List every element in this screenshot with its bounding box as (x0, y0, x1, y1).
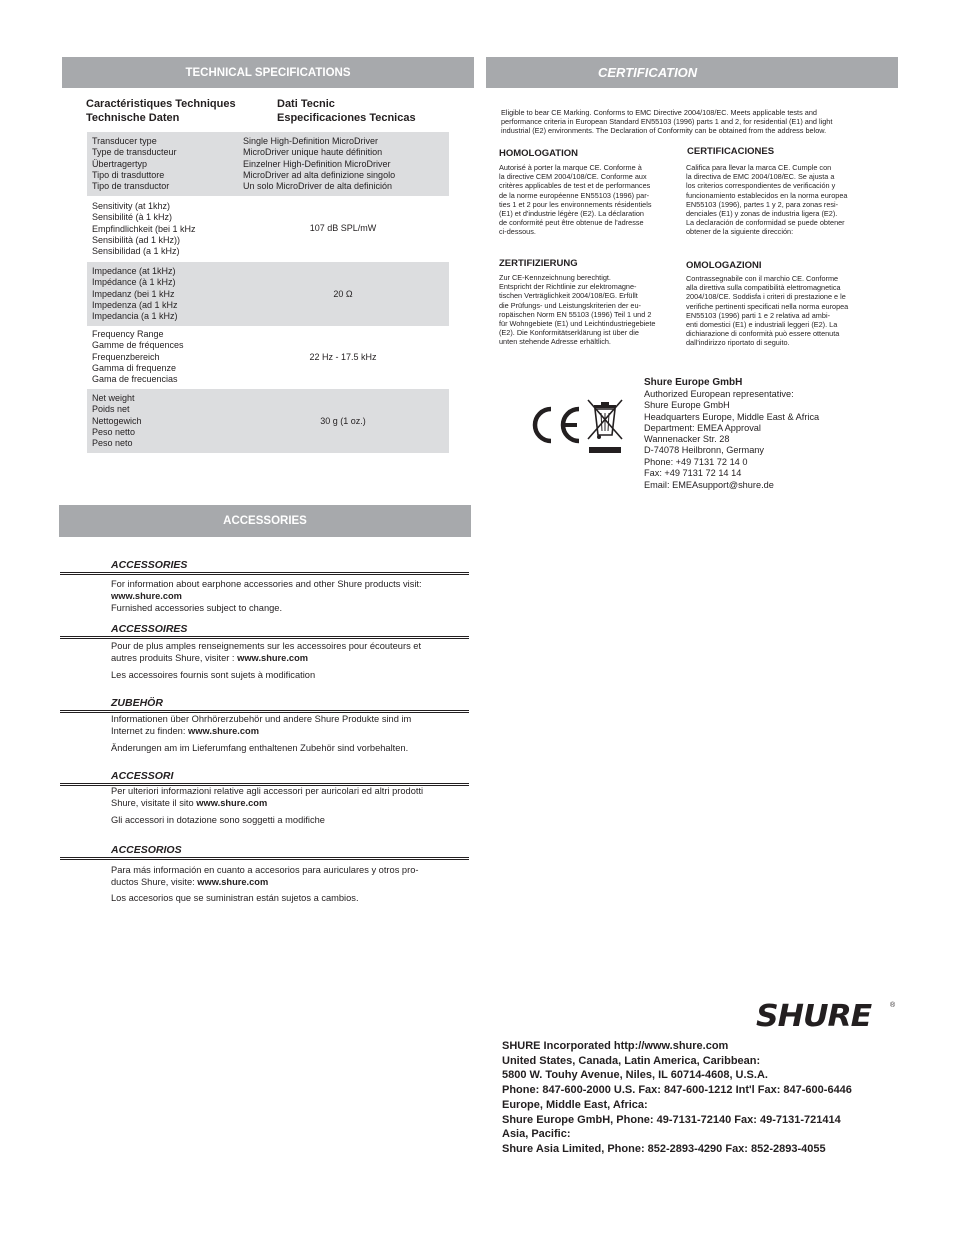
tech-specs-title: TECHNICAL SPECIFICATIONS (185, 66, 351, 79)
spec-row-frequency (87, 326, 449, 389)
spec-row-transducer (87, 132, 449, 196)
acc-section-text-de: Informationen über Ohrhörerzubehör und andere Shure Produkte sind im Internet zu finden: www.shure.com Änderungen am im Lieferumfang enthaltenen Zubehör sind vorbehalten. (111, 714, 412, 753)
acc-section-title-fr: ACCESSOIRES (111, 623, 188, 635)
shure-link[interactable]: www.shure.com (237, 653, 309, 663)
acc-section-title-en: ACCESSORIES (111, 559, 188, 571)
spec-row-impedance (87, 262, 449, 326)
cert-zertifizierung-text: Zur CE-Kennzeichnung berechtigt. Entspricht der Richtlinie zur elektromagne- tischen Verträglichkeit 2004/108/EG. Erfüllt die Prüfungs- und Leistungskriterien der eu- ropäischen Norm EN 55103 (1996) Teil 1 und 2 für Wohngebiete (E1) und Leichtindustriegebiete (E2). Die Konformitätserklärung ist über die unten stehende Adresse erhältlich. (499, 273, 656, 347)
acc-section-text-en: For information about earphone accessories and other Shure products visit: www.shure.com Furnished accessories subject to change. (111, 579, 422, 613)
certification-intro: Eligible to bear CE Marking. Conforms to EMC Directive 2004/108/EC. Meets applicable tests and performance criteria in European Standard EN55103 (1996) parts 1 and 2, for residential (E1) and light industrial (E2) environments. The Declaration of Conformity can be obtained from the address below. (501, 108, 833, 136)
tech-specs-bar (62, 57, 474, 88)
cert-omologazioni-title: OMOLOGAZIONI (686, 260, 762, 271)
acc-section-title-es: ACCESORIOS (111, 844, 182, 856)
spec-labels: Net weight Poids net Nettogewich Peso netto Peso neto (92, 393, 142, 449)
accessories-bar (59, 505, 471, 537)
ce-mark-icon (531, 405, 583, 445)
tech-specs-header-left: Caractéristiques Techniques Technische Daten (86, 98, 236, 124)
acc-section-title-de: ZUBEHÖR (111, 697, 163, 709)
address-title: Shure Europe GmbH (644, 377, 743, 388)
eu-representative-address (644, 376, 819, 492)
accessories-title: ACCESSORIES (223, 515, 307, 527)
cert-certificaciones-title: CERTIFICACIONES (687, 146, 775, 157)
tech-specs-header-right: Dati Tecnic Especificaciones Tecnicas (277, 98, 416, 124)
spec-values: Single High-Definition MicroDriver MicroDriver unique haute définition Einzelner High-Definition MicroDriver MicroDriver ad alta definizione singolo Un solo MicroDriver de alta definición (243, 136, 396, 192)
shure-link[interactable]: www.shure.com (196, 798, 268, 808)
spec-value: 20 Ω (333, 289, 353, 299)
registered-mark: ® (890, 1002, 896, 1009)
acc-section-text-fr: Pour de plus amples renseignements sur les accessoires pour écouteurs et autres produits Shure, visiter : www.shure.com Les accessoires fournis sont sujets à modification (111, 641, 422, 680)
spec-value: 107 dB SPL/mW (309, 223, 377, 233)
acc-divider (60, 572, 469, 575)
spec-value: 22 Hz - 17.5 kHz (309, 352, 377, 362)
certification-bar (486, 57, 898, 88)
cert-zertifizierung (499, 258, 679, 347)
cert-homologation-text: Autorisé à porter la marque CE. Conforme à la directive CEM 2004/108/CE. Conforme aux critères applicables de test et de performances de la norme européenne EN55103 (1996) par- ties 1 et 2 pour les environnements résidentiels (E1) et d'industrie légère (E2). La déclaration de conformité peut être obtenue de l'adresse ci-dessous. (499, 163, 652, 237)
acc-section-title-it: ACCESSORI (111, 770, 174, 782)
cert-certificaciones-text: Califica para llevar la marca CE. Cumple con la directiva de EMC 2004/108/EC. Se ajusta a los criterios correspondientes de verificación y funcionamiento establecidos en la norma europea EN55103 (1996), partes 1 y 2, para zonas resi- denciales (E1) y zonas de industria ligera (E2). La declaración de conformidad se puede obtener obtener de la siguiente dirección: (686, 163, 848, 237)
acc-divider (60, 636, 469, 639)
cert-certificaciones (686, 146, 886, 237)
cert-omologazioni (686, 260, 886, 348)
footer-contact: SHURE Incorporated http://www.shure.com United States, Canada, Latin America, Caribbean: 5800 W. Touhy Avenue, Niles, IL 60714-4608, U.S.A. Phone: 847-600-2000 U.S. Fax: 847-600-1212 Int'l Fax: 847-600-6446 Europe, Middle East, Africa: Shure Europe GmbH, Phone: 49-7131-72140 Fax: 49-7131-721414 Asia, Pacific: Shure Asia Limited, Phone: 852-2893-4290 Fax: 852-2893-4055 (502, 1040, 852, 1155)
spec-labels: Transducer type Type de transducteur Übertragertyp Tipo di trasduttore Tipo de transductor (92, 136, 177, 192)
spec-row-weight (87, 389, 449, 453)
acc-section-text-es: Para más información en cuanto a accesorios para auriculares y otros pro- ductos Shure, visite: www.shure.com Los accesorios que se suministran están sujetos a cambios. (111, 865, 419, 903)
acc-section-text-it: Per ulteriori informazioni relative agli accessori per auricolari ed altri prodotti Shure, visitate il sito www.shure.com Gli accessori in dotazione sono soggetti a modifiche (111, 786, 424, 825)
spec-labels: Impedance (at 1kHz) Impédance (à 1 kHz) Impedanz (bei 1 kHz Impedenza (ad 1 kHz Impedancia (a 1 kHz) (92, 266, 178, 322)
shure-link[interactable]: www.shure.com (188, 726, 259, 736)
cert-zertifizierung-title: ZERTIFIZIERUNG (499, 258, 578, 269)
acc-divider (60, 857, 469, 860)
cert-homologation (499, 148, 679, 237)
shure-logo (756, 1000, 896, 1034)
shure-logo-wordmark: SHURE (756, 999, 872, 1034)
spec-labels: Frequency Range Gamme de fréquences Frequenzbereich Gamma di frequenze Gama de frecuencias (92, 329, 184, 385)
shure-link[interactable]: www.shure.com (197, 877, 269, 887)
spec-value: 30 g (1 oz.) (320, 416, 366, 426)
certification-title: CERTIFICATION (598, 65, 698, 80)
cert-omologazioni-text: Contrassegnabile con il marchio CE. Conforme alla direttiva sulla compatibilità elettromagnetica 2004/108/CE. Soddisfa i criteri di prestazione e le verifiche pertinenti specificati nella norma europea EN55103 (1996) parti 1 e 2 relativa ad ambi- enti domestici (E1) e industriali leggeri (E2). La dichiarazione di conformità può essere ottenuta dall'indirizzo riportato di seguito. (686, 274, 849, 348)
spec-labels: Sensitivity (at 1khz) Sensibilité (à 1 kHz) Empfindlichkeit (bei 1 kHz Sensibilità (ad 1 kHz)) Sensibilidad (a 1 kHz) (92, 201, 196, 257)
address-lines: Authorized European representative: Shure Europe GmbH Headquarters Europe, Middle East & Africa Department: EMEA Approval Wannenacker Str. 28 D-74078 Heilbronn, Germany Phone: +49 7131 72 14 0 Fax: +49 7131 72 14 14 Email: EMEAsupport@shure.de (644, 389, 820, 491)
spec-row-sensitivity (87, 196, 449, 262)
shure-link[interactable]: www.shure.com (111, 591, 182, 601)
cert-homologation-title: HOMOLOGATION (499, 148, 578, 159)
weee-bin-icon (585, 397, 625, 455)
